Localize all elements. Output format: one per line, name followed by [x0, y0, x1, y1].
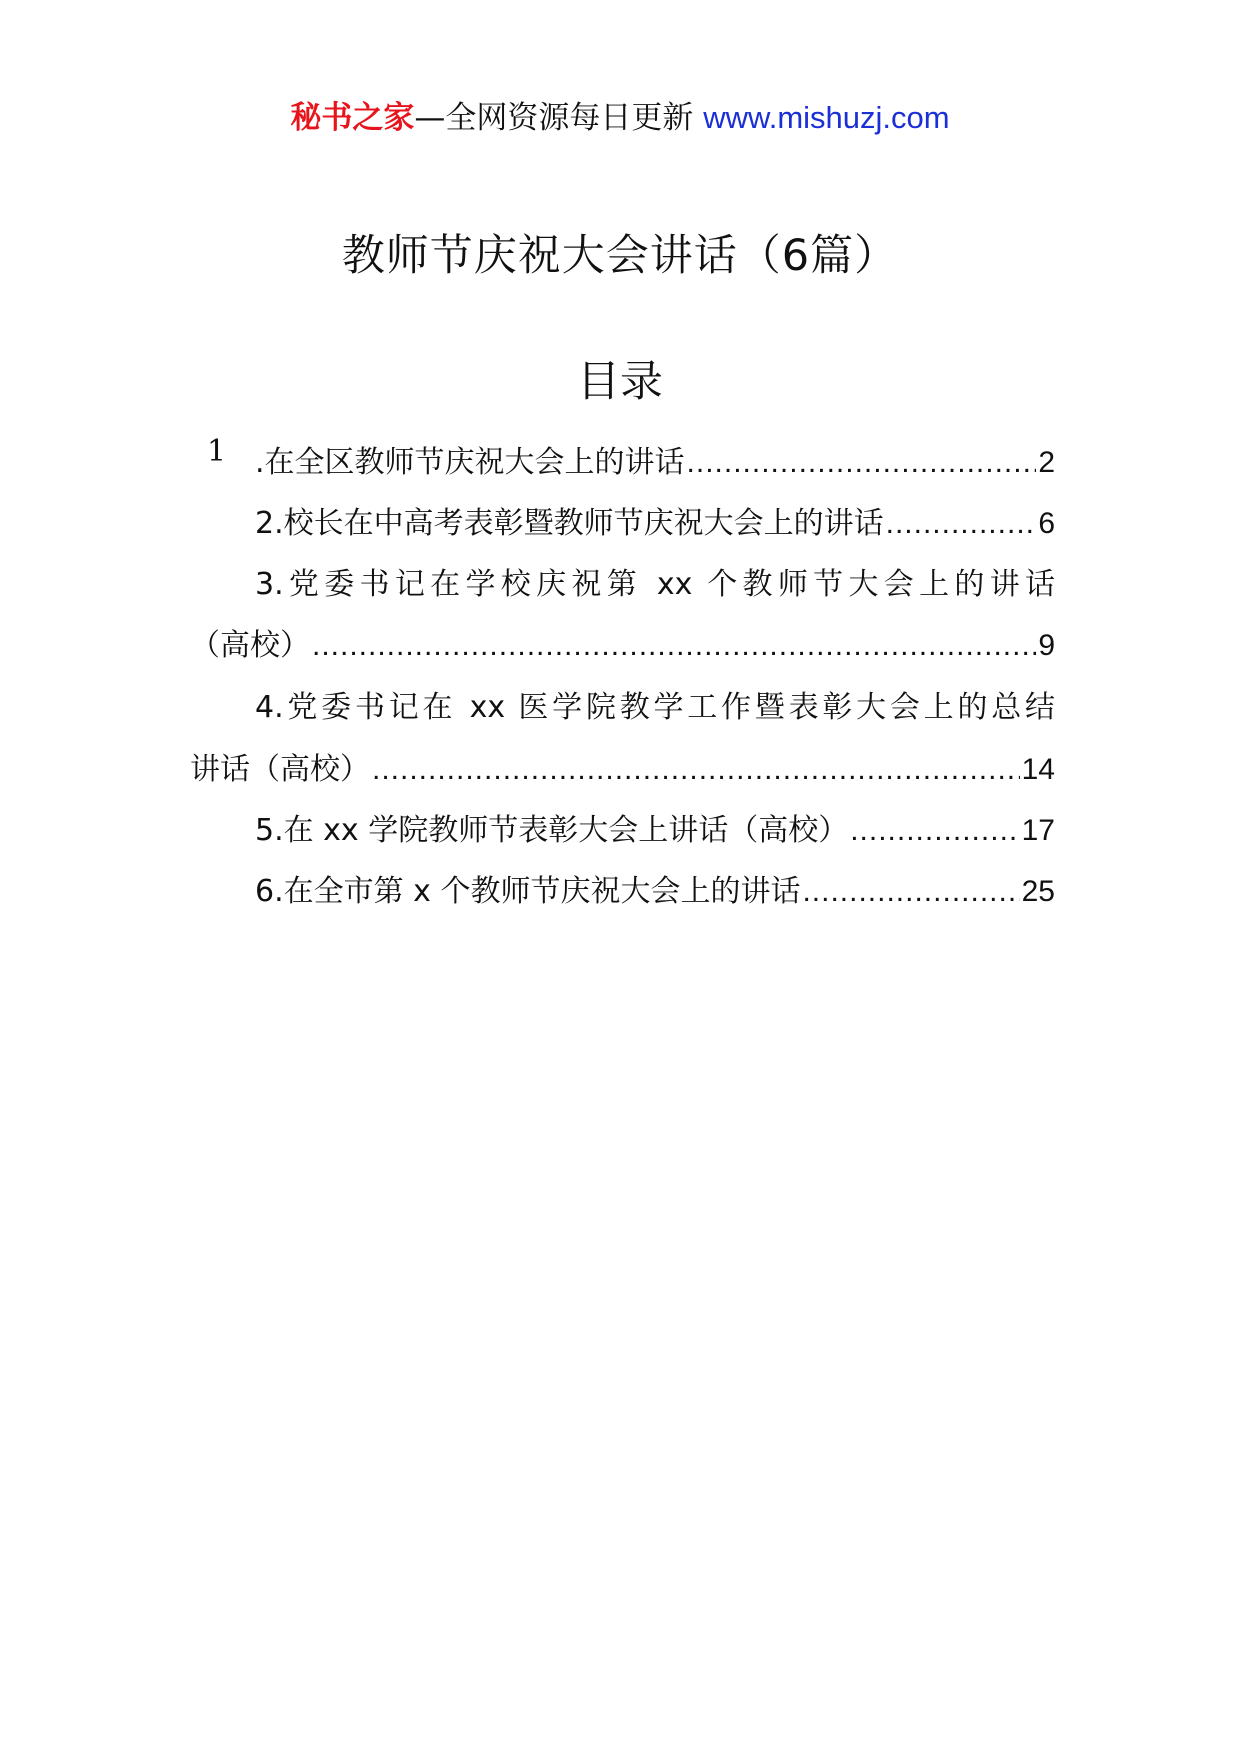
toc-entry-title: .在全区教师节庆祝大会上的讲话 [255, 445, 685, 480]
toc-leader-dots [886, 504, 1037, 544]
brand-name: 秘书之家 [290, 100, 415, 136]
header-tagline: —全网资源每日更新 [414, 100, 694, 136]
toc-entry-page: 25 [1021, 875, 1055, 908]
toc-entry-page: 2 [1038, 446, 1055, 479]
toc-entry-title: 6.在全市第 x 个教师节庆祝大会上的讲话 [255, 874, 801, 909]
toc-entry-2[interactable] [255, 504, 1055, 544]
toc-heading: 目录 [577, 357, 663, 407]
toc-entry-title: 讲话（高校） [190, 752, 370, 787]
toc-entry-3-line1[interactable]: 3.党委书记在学校庆祝第 xx 个教师节大会上的讲话 [255, 567, 1055, 602]
site-header [0, 98, 1240, 138]
toc-entry-title: 2.校长在中高考表彰暨教师节庆祝大会上的讲话 [255, 506, 884, 541]
toc-entry-page: 17 [1021, 814, 1055, 847]
toc-entry-page: 9 [1038, 629, 1055, 662]
toc-leader-dots [372, 750, 1020, 790]
toc-entry-4[interactable] [190, 750, 1055, 790]
toc-leader-dots [802, 872, 1019, 912]
toc-entry-3[interactable] [190, 626, 1055, 666]
toc-entry-title: （高校） [190, 628, 310, 663]
document-title: 教师节庆祝大会讲话（6篇） [341, 231, 899, 281]
list-number-marker: 1 [207, 434, 227, 469]
toc-entry-1[interactable] [255, 443, 1055, 483]
toc-leader-dots [312, 626, 1036, 666]
toc-entry-5[interactable] [255, 811, 1055, 851]
toc-entry-title: 5.在 xx 学院教师节表彰大会上讲话（高校） [255, 813, 849, 848]
toc-leader-dots [850, 811, 1019, 851]
toc-entry-6[interactable] [255, 872, 1055, 912]
site-url-link[interactable]: www.mishuzj.com [703, 100, 950, 135]
toc-entry-page: 6 [1038, 507, 1055, 540]
toc-entry-4-line1[interactable]: 4.党委书记在 xx 医学院教学工作暨表彰大会上的总结 [255, 690, 1055, 725]
toc-entry-page: 14 [1021, 753, 1055, 786]
toc-leader-dots [687, 443, 1037, 483]
